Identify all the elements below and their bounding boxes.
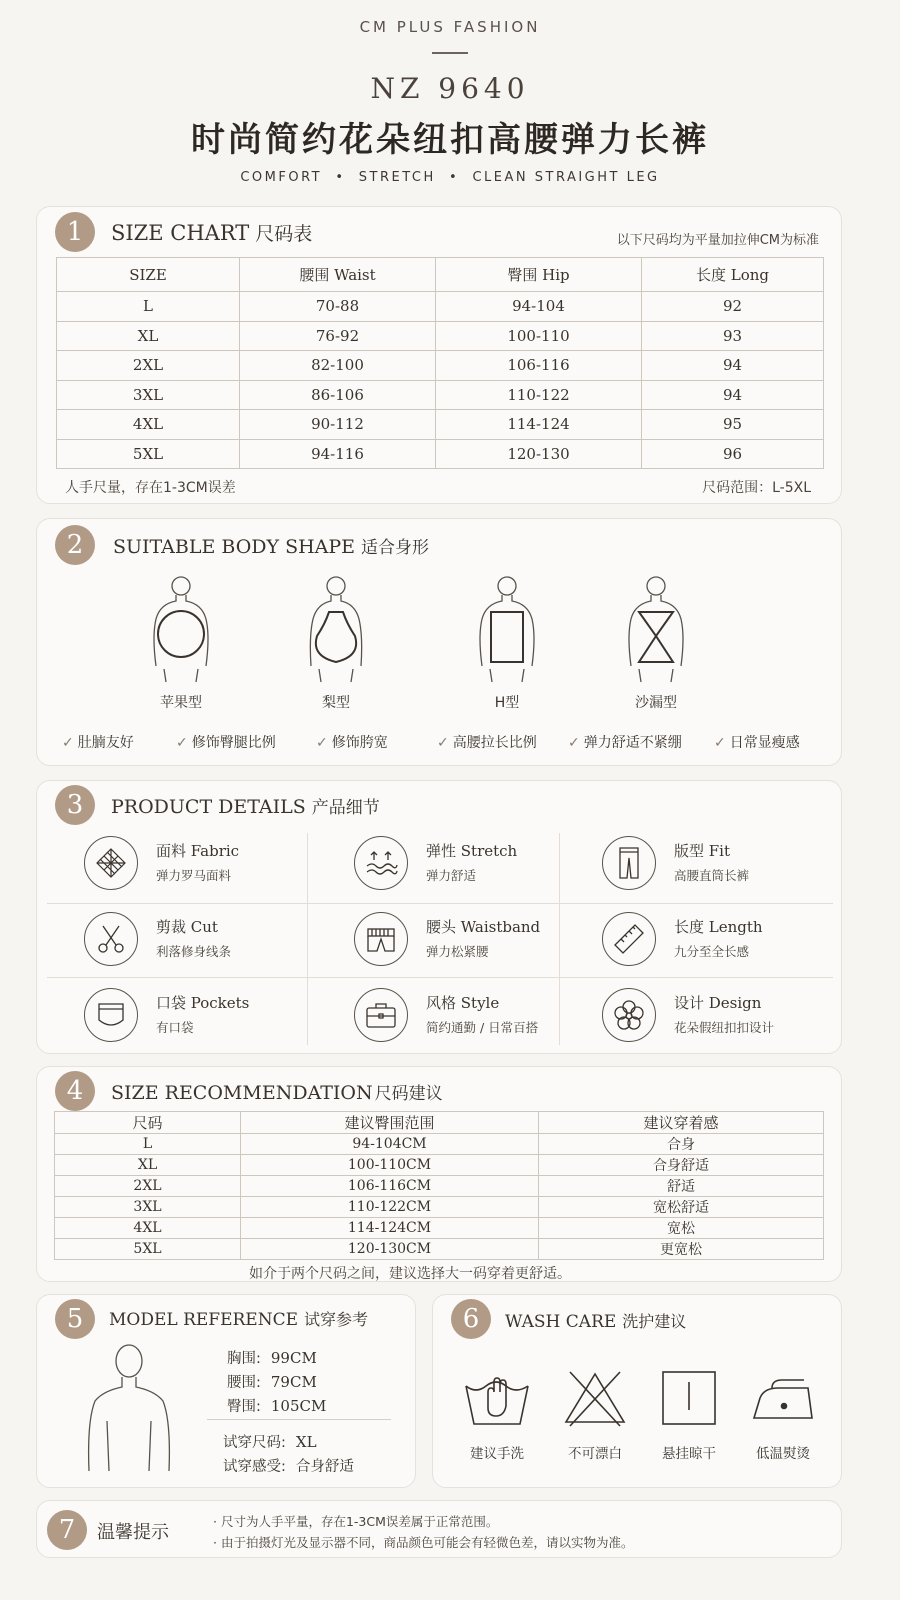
shape-hourglass [601,574,711,712]
care-no-bleach [550,1368,640,1462]
table-cell: 94 [642,380,824,410]
table-cell: 2XL [55,1176,241,1197]
detail-design [564,978,819,1052]
table-header-row [55,1112,824,1134]
low-iron-icon [748,1368,818,1428]
tip-line: · 由于拍摄灯光及显示器不同，商品颜色可能会有轻微色差，请以实物为准。 [213,1535,634,1550]
model-silhouette-icon [81,1341,177,1481]
detail-fit [564,826,819,900]
detail-desc: 利落修身线条 [156,944,232,959]
table-cell: 90-112 [240,410,436,440]
table-cell: L [55,1134,241,1155]
table-cell: 94-116 [240,439,436,469]
flower-icon [613,999,645,1031]
h-body-icon [472,574,542,684]
detail-style [316,978,571,1052]
detail-title: 设计 Design [674,994,762,1012]
model-number: NZ 9640 [370,72,530,105]
table-cell: 93 [642,321,824,351]
table-cell: 宽松舒适 [539,1197,824,1218]
detail-title: 风格 Style [426,994,500,1012]
table-row [57,292,824,322]
table-row [57,380,824,410]
pear-body-icon [301,574,371,684]
table-cell: XL [55,1155,241,1176]
detail-cut [46,902,301,976]
care-hang-dry [644,1368,734,1462]
size-chart-table [56,257,824,469]
feature-item: ✓ 弹力舒适不紧绷 [568,735,682,751]
detail-desc: 有口袋 [156,1020,194,1035]
care-label: 建议手洗 [470,1446,524,1462]
ruler-icon [613,923,645,955]
table-cell: 76-92 [240,321,436,351]
check-icon: ✓ [316,735,328,751]
section-title: MODEL REFERENCE 试穿参考 [109,1310,369,1330]
section-title: 温馨提示 [97,1522,169,1543]
shape-label: 梨型 [322,695,350,711]
apple-body-icon [146,574,216,684]
detail-desc: 弹力罗马面料 [156,868,232,883]
feature-item: ✓ 修饰胯宽 [316,735,388,751]
section-number: 2 [55,525,95,565]
care-label: 悬挂晾干 [662,1446,716,1462]
detail-desc: 弹力舒适 [426,868,477,883]
table-cell: 120-130 [436,439,642,469]
table-cell: 舒适 [539,1176,824,1197]
table-row [55,1218,824,1239]
model-hip: 臀围: 105CM [227,1397,327,1415]
care-label: 低温熨烫 [756,1446,810,1462]
detail-title: 长度 Length [674,918,763,936]
section-title: SUITABLE BODY SHAPE 适合身形 [113,536,430,558]
col-size: 尺码 [55,1112,241,1134]
detail-desc: 弹力松紧腰 [426,944,489,959]
shape-h [452,574,562,712]
feature-item: ✓ 修饰臀腿比例 [176,735,276,751]
pocket-icon [96,1000,126,1030]
table-cell: 94-104CM [241,1134,539,1155]
table-cell: 70-88 [240,292,436,322]
check-icon: ✓ [437,735,449,751]
size-chart-note: 以下尺码均为平量加拉伸CM为标准 [616,233,819,248]
section-number: 7 [47,1510,87,1550]
shape-pear [281,574,391,712]
size-rec-note: 如介于两个尺码之间，建议选择大一码穿着更舒适。 [249,1266,571,1282]
table-cell: 94 [642,351,824,381]
table-cell: L [57,292,240,322]
detail-pockets [46,978,301,1052]
shape-label: H型 [494,695,520,711]
tip-line: · 尺寸为人手平量，存在1-3CM误差属于正常范围。 [213,1514,499,1529]
check-icon: ✓ [176,735,188,751]
detail-title: 版型 Fit [674,842,731,860]
size-chart-footer-right: 尺码范围：L-5XL [702,480,811,496]
table-cell: 100-110CM [241,1155,539,1176]
feature-item: ✓ 日常显瘦感 [714,735,800,751]
table-row [57,410,824,440]
table-row [55,1134,824,1155]
table-cell: 82-100 [240,351,436,381]
table-row [57,351,824,381]
section-number: 6 [451,1299,491,1339]
detail-title: 腰头 Waistband [426,918,541,936]
table-header-row [57,258,824,292]
check-icon: ✓ [62,735,74,751]
hang-dry-icon [654,1368,724,1428]
detail-desc: 花朵假纽扣扣设计 [674,1020,775,1035]
briefcase-icon [365,1001,397,1029]
size-chart-footer-left: 人手尺量，存在1-3CM误差 [65,480,236,496]
tagline: COMFORT • STRETCH • CLEAN STRAIGHT LEG [240,170,660,185]
table-row [57,439,824,469]
table-cell: 5XL [55,1239,241,1260]
detail-length [564,902,819,976]
page-title: 时尚简约花朵纽扣高腰弹力长裤 [191,120,709,160]
table-cell: 合身 [539,1134,824,1155]
model-waist: 腰围: 79CM [227,1373,317,1391]
section-number: 4 [55,1071,95,1111]
col-long: 长度 Long [642,258,824,292]
table-cell: 110-122CM [241,1197,539,1218]
brand-name: CM PLUS FASHION [359,18,541,36]
detail-desc: 九分至全长感 [674,944,750,959]
table-cell: 94-104 [436,292,642,322]
model-try-size: 试穿尺码: XL [223,1433,317,1451]
table-cell: 114-124CM [241,1218,539,1239]
grid-divider [307,833,308,1045]
section-title: PRODUCT DETAILS 产品细节 [111,796,380,818]
tips-card [36,1500,842,1558]
table-cell: 114-124 [436,410,642,440]
section-number: 3 [55,785,95,825]
detail-desc: 高腰直筒长裤 [674,868,750,883]
table-cell: 110-122 [436,380,642,410]
brand-divider [432,52,468,54]
table-row [55,1239,824,1260]
table-row [55,1176,824,1197]
table-cell: 86-106 [240,380,436,410]
care-label: 不可漂白 [568,1446,622,1462]
size-chart-card [36,206,842,504]
col-size: SIZE [57,258,240,292]
model-bust: 胸围: 99CM [227,1349,317,1367]
no-bleach-icon [560,1368,630,1428]
table-cell: 92 [642,292,824,322]
table-cell: 3XL [55,1197,241,1218]
table-cell: 宽松 [539,1218,824,1239]
pants-icon [616,846,642,880]
col-fit-feel: 建议穿着感 [539,1112,824,1134]
waistband-icon [365,925,397,953]
detail-stretch [316,826,571,900]
detail-waistband [316,902,571,976]
hourglass-body-icon [621,574,691,684]
model-ref-card [36,1294,416,1488]
table-cell: 120-130CM [241,1239,539,1260]
table-cell: 更宽松 [539,1239,824,1260]
divider [207,1419,391,1420]
table-row [55,1155,824,1176]
table-cell: 5XL [57,439,240,469]
shape-apple [126,574,236,712]
section-number: 5 [55,1299,95,1339]
shape-label: 沙漏型 [635,695,677,711]
table-cell: 2XL [57,351,240,381]
size-rec-card [36,1066,842,1282]
table-cell: 合身舒适 [539,1155,824,1176]
hand-wash-icon [462,1368,532,1428]
check-icon: ✓ [568,735,580,751]
shape-label: 苹果型 [160,695,202,711]
section-title: SIZE CHART 尺码表 [111,221,313,245]
detail-title: 剪裁 Cut [156,918,218,936]
detail-desc: 简约通勤 / 日常百搭 [426,1020,539,1035]
stretch-icon [364,848,398,878]
check-icon: ✓ [714,735,726,751]
feature-item: ✓ 肚腩友好 [62,735,134,751]
scissors-icon [95,923,127,955]
table-cell: 106-116CM [241,1176,539,1197]
model-try-feel: 试穿感受: 合身舒适 [223,1459,354,1475]
table-row [55,1197,824,1218]
detail-title: 面料 Fabric [156,842,240,860]
care-hand-wash [452,1368,542,1462]
detail-title: 弹性 Stretch [426,842,518,860]
col-hip-range: 建议臀围范围 [241,1112,539,1134]
table-cell: 4XL [57,410,240,440]
table-cell: 3XL [57,380,240,410]
care-low-iron [738,1368,828,1462]
col-waist: 腰围 Waist [240,258,436,292]
section-title: SIZE RECOMMENDATION 尺码建议 [111,1082,443,1104]
table-cell: 106-116 [436,351,642,381]
table-cell: 95 [642,410,824,440]
fabric-icon [95,847,127,879]
table-cell: 96 [642,439,824,469]
table-row [57,321,824,351]
feature-item: ✓ 高腰拉长比例 [437,735,537,751]
detail-fabric [46,826,301,900]
table-cell: 4XL [55,1218,241,1239]
size-rec-table [54,1111,824,1260]
col-hip: 臀围 Hip [436,258,642,292]
section-title: WASH CARE 洗护建议 [505,1312,687,1332]
section-number: 1 [55,212,95,252]
detail-title: 口袋 Pockets [156,994,250,1012]
table-cell: 100-110 [436,321,642,351]
table-cell: XL [57,321,240,351]
